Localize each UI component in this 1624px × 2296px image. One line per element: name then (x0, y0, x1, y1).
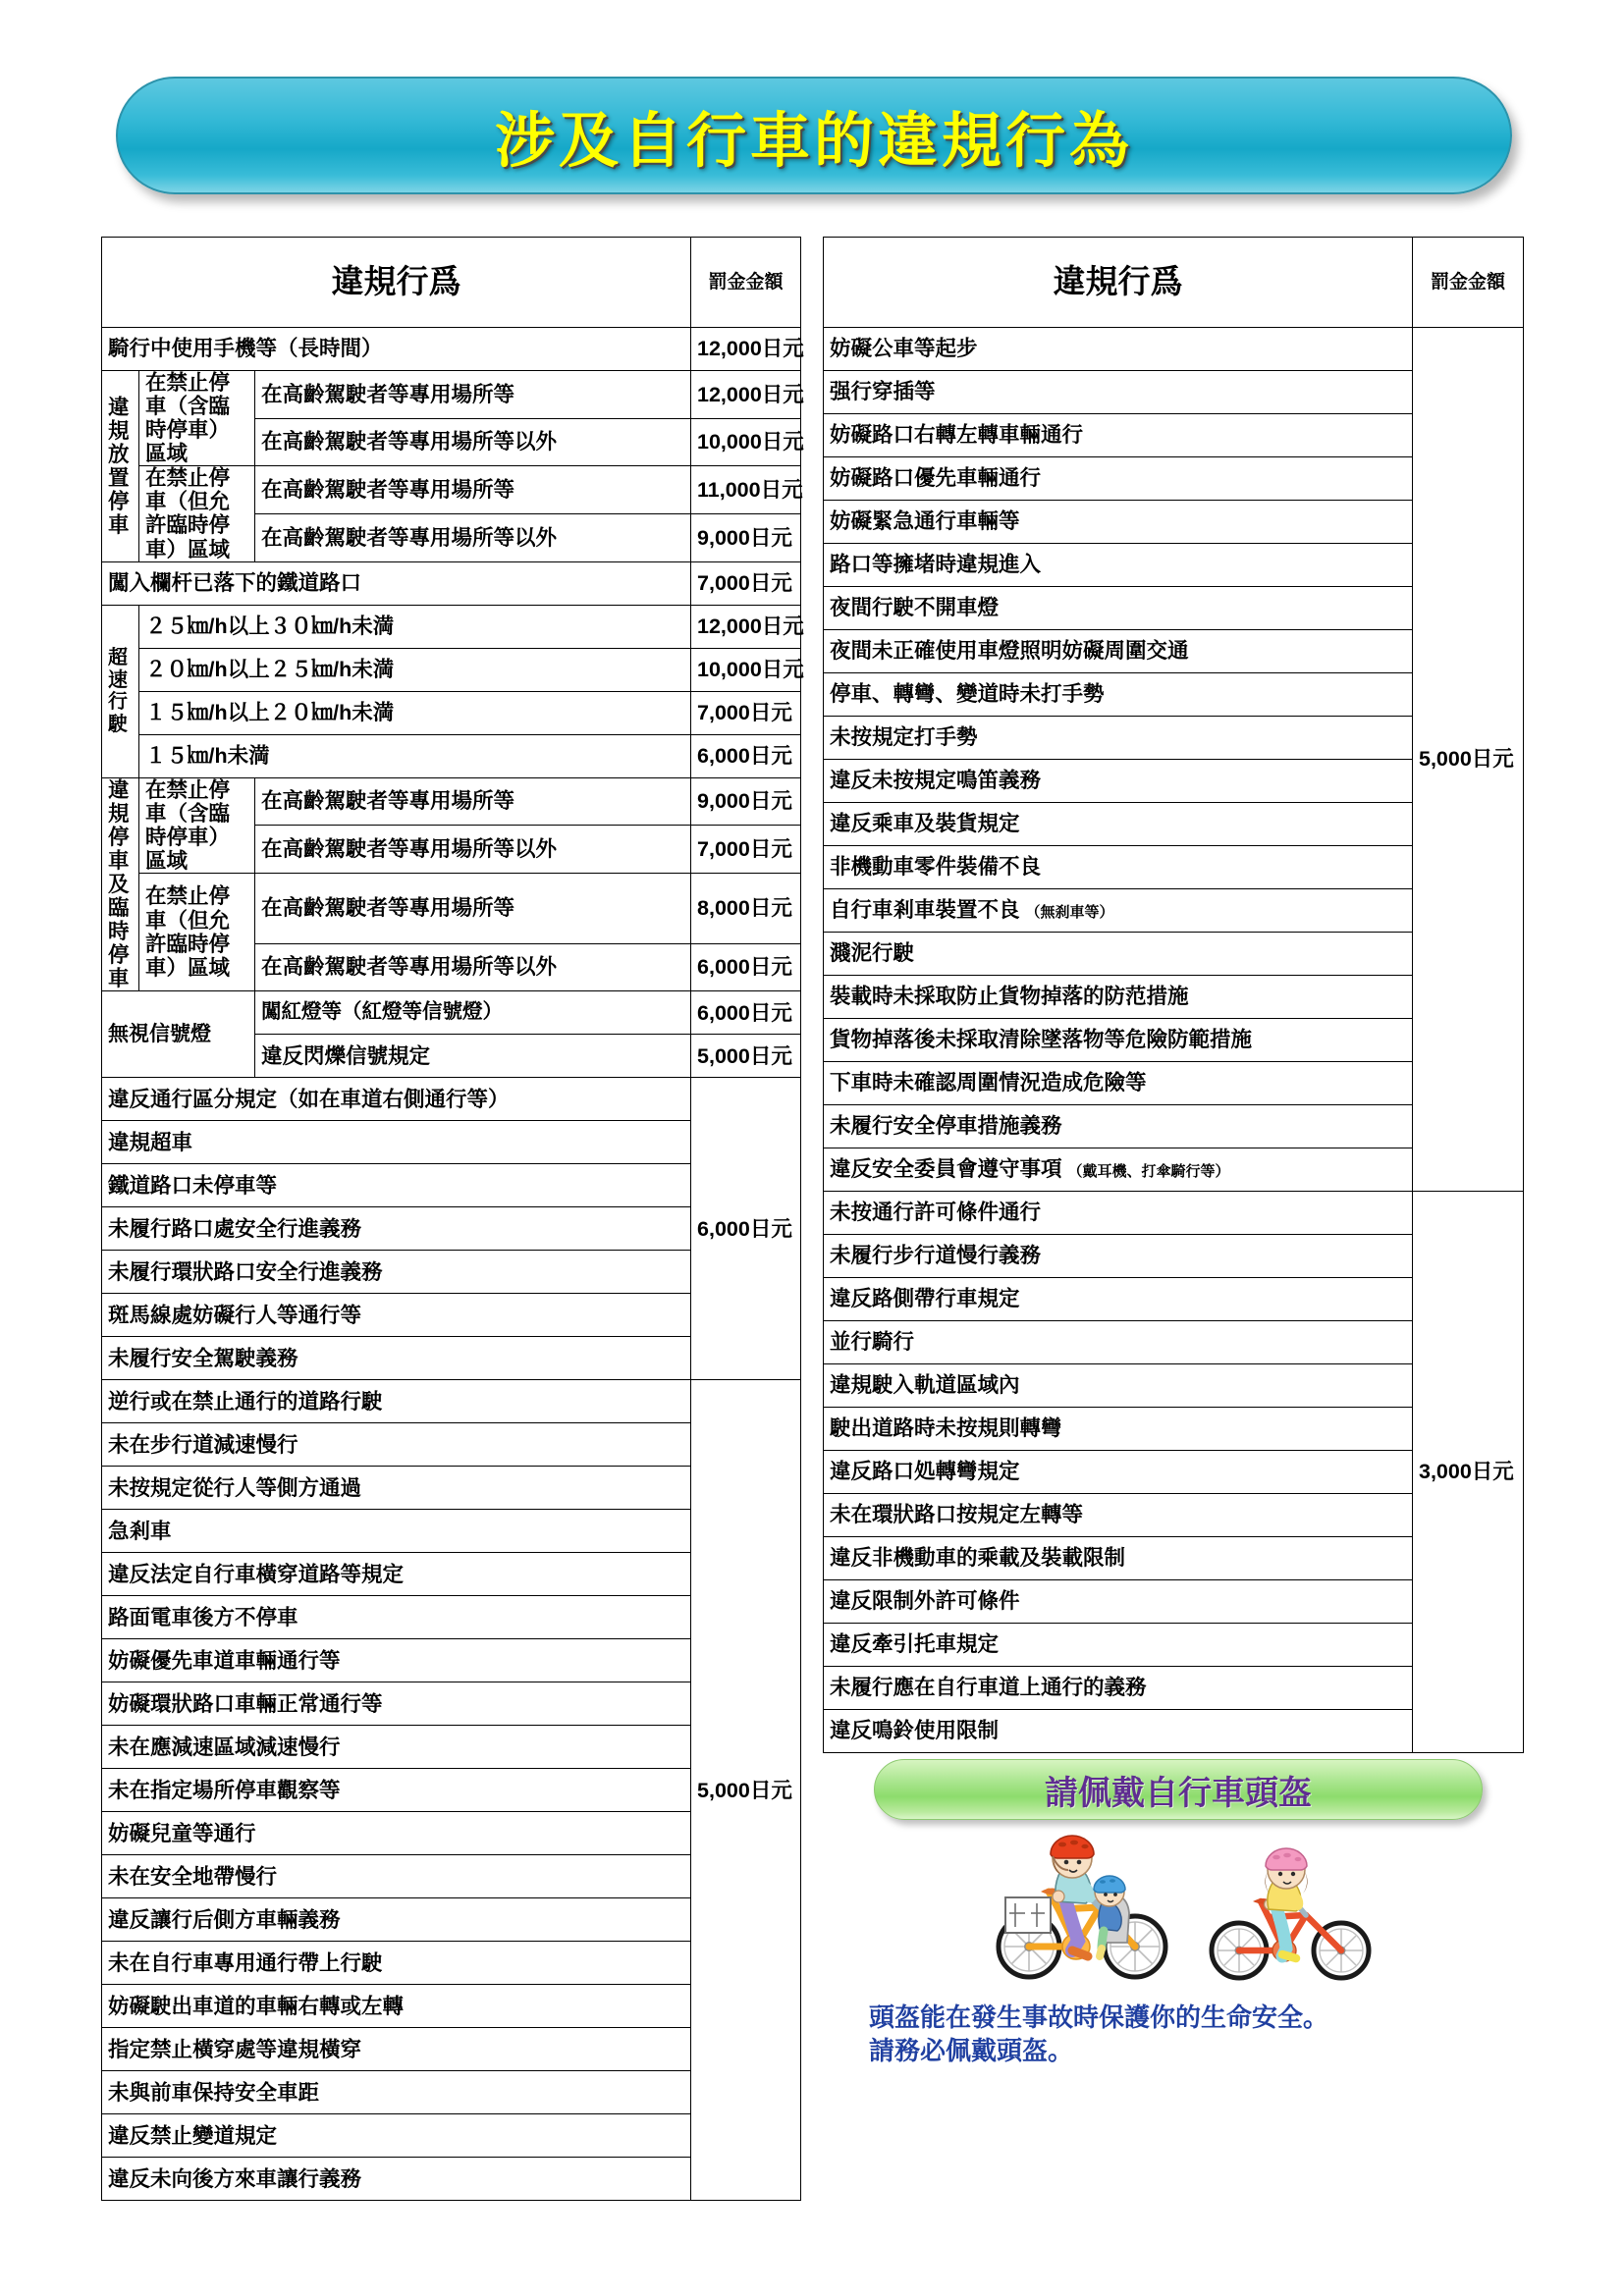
violation-action: 濺泥行駛 (824, 933, 1413, 976)
violation-action: 妨礙駛出車道的車輛右轉或左轉 (102, 1985, 691, 2028)
violation-action: 在高齡駕駛者等專用場所等以外 (255, 418, 691, 466)
helmet-banner-label: 請佩戴自行車頭盔 (1045, 1774, 1312, 1812)
violation-action: 違規超車 (102, 1121, 691, 1164)
violation-action: 貨物掉落後未採取清除墜落物等危險防範措施 (824, 1019, 1413, 1062)
table-header-row (824, 238, 1524, 328)
violation-action: 妨礙優先車道車輛通行等 (102, 1639, 691, 1682)
violation-fine: 6,000日元 (691, 1078, 801, 1380)
violation-action: 違反乘車及裝貨規定 (824, 803, 1413, 846)
violation-action: 違反牽引托車規定 (824, 1624, 1413, 1667)
violation-fine: 9,000日元 (691, 777, 801, 826)
violation-action: 妨礙路口右轉左轉車輛通行 (824, 414, 1413, 457)
violation-action: 違反路口処轉彎規定 (824, 1451, 1413, 1494)
violation-action: 非機動車零件裝備不良 (824, 846, 1413, 889)
violation-fine: 5,000日元 (691, 1035, 801, 1078)
violation-action: 騎行中使用手機等（長時間） (102, 328, 691, 371)
violation-action: １５㎞/h未満 (139, 734, 691, 777)
violation-action: 違反未按規定鳴笛義務 (824, 760, 1413, 803)
violation-fine: 12,000日元 (691, 371, 801, 419)
violation-fine: 8,000日元 (691, 873, 801, 943)
helmet-note-line1: 頭盔能在發生事故時保護你的生命安全。 (869, 2002, 1329, 2032)
violation-fine: 6,000日元 (691, 734, 801, 777)
page-title-banner (116, 77, 1512, 194)
violation-fine: 6,000日元 (691, 991, 801, 1035)
violation-action: 違規駛入軌道區域內 (824, 1364, 1413, 1408)
violation-action: 闖紅燈等（紅燈等信號燈） (255, 991, 691, 1035)
violation-action: 夜間行駛不開車燈 (824, 587, 1413, 630)
violation-action: 路面電車後方不停車 (102, 1596, 691, 1639)
violation-action: 未履行路口處安全行進義務 (102, 1207, 691, 1251)
violation-fine: 12,000日元 (691, 605, 801, 648)
violation-action: 未在環狀路口按規定左轉等 (824, 1494, 1413, 1537)
column-header-action: 違規行爲 (102, 238, 691, 328)
violation-action: 鐵道路口未停車等 (102, 1164, 691, 1207)
violation-action: 未在應減速區域減速慢行 (102, 1726, 691, 1769)
table-row (102, 1380, 801, 1423)
right-violations-table-wrap (823, 237, 1523, 1753)
helmet-note-line2: 請務必佩戴頭盔。 (869, 2036, 1074, 2066)
violation-action: 未按通行許可條件通行 (824, 1192, 1413, 1235)
violation-action: 妨礙公車等起步 (824, 328, 1413, 371)
table-row (102, 328, 801, 371)
violation-action: 違反未向後方來車讓行義務 (102, 2158, 691, 2201)
violation-subcategory: 在禁止停車（但允許臨時停車）區域 (139, 466, 255, 561)
table-row (102, 734, 801, 777)
violation-action: 違反非機動車的乘載及裝載限制 (824, 1537, 1413, 1580)
right-violations-table (823, 237, 1524, 1753)
violation-action: 未在步行道減速慢行 (102, 1423, 691, 1467)
violation-fine: 10,000日元 (691, 648, 801, 691)
violation-action: 未與前車保持安全車距 (102, 2071, 691, 2114)
violation-action: 未在自行車專用通行帶上行駛 (102, 1942, 691, 1985)
table-row (102, 605, 801, 648)
violation-action: 未履行環狀路口安全行進義務 (102, 1251, 691, 1294)
violation-action: 未履行安全駕駛義務 (102, 1337, 691, 1380)
violation-subcategory: 在禁止停車（但允許臨時停車）區域 (139, 873, 255, 990)
violation-action: 違反法定自行車橫穿道路等規定 (102, 1553, 691, 1596)
table-row (102, 991, 801, 1035)
violation-action: 在高齡駕駛者等專用場所等以外 (255, 943, 691, 991)
table-header-row (102, 238, 801, 328)
table-row (102, 466, 801, 514)
violation-action: 逆行或在禁止通行的道路行駛 (102, 1380, 691, 1423)
violation-action: 强行穿插等 (824, 371, 1413, 414)
violation-action: 違反安全委員會遵守事項 （戴耳機、打傘騎行等） (824, 1148, 1413, 1192)
violation-subcategory: 在禁止停車（含臨時停車）區域 (139, 371, 255, 466)
violation-action: 在高齡駕駛者等專用場所等 (255, 466, 691, 514)
column-header-action: 違規行爲 (824, 238, 1413, 328)
left-violations-table-wrap (101, 237, 804, 2201)
violation-action: 在高齡駕駛者等專用場所等 (255, 873, 691, 943)
table-row (102, 873, 801, 943)
violation-action: 路口等擁堵時違規進入 (824, 544, 1413, 587)
violation-fine: 7,000日元 (691, 561, 801, 605)
violation-action: 闖入欄杆已落下的鐵道路口 (102, 561, 691, 605)
violation-category-signal: 無視信號燈 (102, 991, 255, 1078)
violation-action: 在高齡駕駛者等專用場所等 (255, 777, 691, 826)
column-header-fine: 罰金金額 (1413, 238, 1524, 328)
violation-category-speeding: 超 速 行 駛 (102, 605, 139, 777)
violation-fine: 12,000日元 (691, 328, 801, 371)
violation-fine: 5,000日元 (1413, 328, 1524, 1192)
page-title: 涉及自行車的違規行為 (494, 106, 1133, 174)
violation-action: 違反限制外許可條件 (824, 1580, 1413, 1624)
violation-action: 違反通行區分規定（如在車道右側通行等） (102, 1078, 691, 1121)
violation-action: 下車時未確認周圍情況造成危險等 (824, 1062, 1413, 1105)
violation-action: 違反禁止變道規定 (102, 2114, 691, 2158)
violation-fine: 6,000日元 (691, 943, 801, 991)
violation-subcategory: 在禁止停車（含臨時停車）區域 (139, 777, 255, 873)
violation-action: 未履行步行道慢行義務 (824, 1235, 1413, 1278)
violation-action: 並行騎行 (824, 1321, 1413, 1364)
violation-action: 未履行安全停車措施義務 (824, 1105, 1413, 1148)
left-violations-table (101, 237, 804, 2201)
violation-action: 未在安全地帶慢行 (102, 1855, 691, 1898)
violation-action: 違反閃爍信號規定 (255, 1035, 691, 1078)
violation-fine: 10,000日元 (691, 418, 801, 466)
violation-action: 未按規定從行人等側方通過 (102, 1467, 691, 1510)
violation-action: 急剎車 (102, 1510, 691, 1553)
table-row (824, 1192, 1524, 1235)
violation-action: 在高齡駕駛者等專用場所等以外 (255, 513, 691, 561)
column-header-fine: 罰金金額 (691, 238, 801, 328)
violation-action: 未在指定場所停車觀察等 (102, 1769, 691, 1812)
violation-action: 駛出道路時未按規則轉彎 (824, 1408, 1413, 1451)
table-row (102, 691, 801, 734)
table-row (824, 328, 1524, 371)
table-row (102, 1078, 801, 1121)
violation-action: 斑馬線處妨礙行人等通行等 (102, 1294, 691, 1337)
table-row (102, 648, 801, 691)
violation-fine: 9,000日元 (691, 513, 801, 561)
violation-fine: 7,000日元 (691, 826, 801, 874)
violation-action: 違反路側帶行車規定 (824, 1278, 1413, 1321)
violation-category: 違規 放置 停車 (102, 371, 139, 562)
violation-action: 自行車剎車裝置不良 （無刹車等） (824, 889, 1413, 933)
violation-action: 妨礙兒童等通行 (102, 1812, 691, 1855)
violation-action: 違反讓行后側方車輛義務 (102, 1898, 691, 1942)
table-row (102, 777, 801, 826)
helmet-note (869, 2001, 1507, 2068)
violation-category: 違規 停車 及臨 時停 車 (102, 777, 139, 991)
violation-fine: 7,000日元 (691, 691, 801, 734)
violation-action: 裝載時未採取防止貨物掉落的防范措施 (824, 976, 1413, 1019)
violation-action: 妨礙緊急通行車輛等 (824, 501, 1413, 544)
violation-action: ２０㎞/h以上２５㎞/h未満 (139, 648, 691, 691)
violation-action: 妨礙環狀路口車輛正常通行等 (102, 1682, 691, 1726)
helmet-banner (874, 1759, 1483, 1820)
violation-fine: 5,000日元 (691, 1380, 801, 2201)
violation-action: 在高齡駕駛者等專用場所等 (255, 371, 691, 419)
violation-action: １５㎞/h以上２０㎞/h未満 (139, 691, 691, 734)
violation-action: 未按規定打手勢 (824, 717, 1413, 760)
table-row (102, 561, 801, 605)
violation-action: 未履行應在自行車道上通行的義務 (824, 1667, 1413, 1710)
violation-fine: 3,000日元 (1413, 1192, 1524, 1753)
violation-action: 指定禁止橫穿處等違規橫穿 (102, 2028, 691, 2071)
violation-action: 停車、轉彎、變道時未打手勢 (824, 673, 1413, 717)
violation-action: ２５㎞/h以上３０㎞/h未満 (139, 605, 691, 648)
violation-action: 違反鳴鈴使用限制 (824, 1710, 1413, 1753)
violation-fine: 11,000日元 (691, 466, 801, 514)
violation-action: 妨礙路口優先車輛通行 (824, 457, 1413, 501)
violation-action: 夜間未正確使用車燈照明妨礙周圍交通 (824, 630, 1413, 673)
violation-action: 在高齡駕駛者等專用場所等以外 (255, 826, 691, 874)
bicycle-helmet-illustration (982, 1831, 1394, 1988)
table-row (102, 371, 801, 419)
